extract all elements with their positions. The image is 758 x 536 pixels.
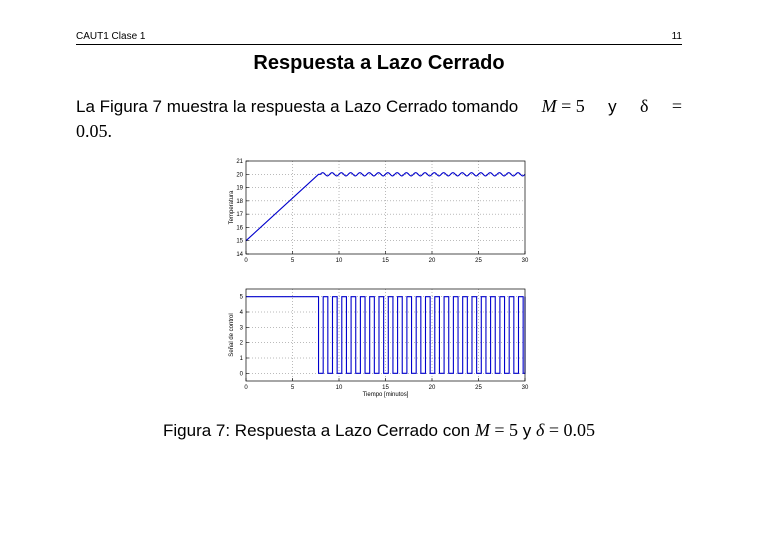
control-signal-plot (229, 289, 529, 398)
y-tick-label: 17 (236, 212, 243, 219)
header-page-number: 11 (671, 31, 682, 42)
caption-delta-variable: δ (535, 420, 545, 440)
x-tick-label: 0 (244, 258, 248, 264)
temperature-plot (229, 159, 529, 264)
y-tick-label: 4 (239, 310, 243, 316)
y-tick-label: 2 (239, 340, 243, 347)
y-tick-label: 18 (236, 198, 243, 205)
slide-title: Respuesta a Lazo Cerrado (253, 52, 505, 74)
y-tick-label: 16 (236, 225, 243, 232)
x-tick-label: 30 (521, 385, 529, 391)
x-tick-label: 15 (382, 258, 389, 264)
x-tick-label: 30 (521, 258, 529, 264)
delta-equals: = (671, 96, 682, 116)
delta-value: 0.05. (76, 121, 112, 141)
m-value: = 5 (556, 96, 585, 116)
x-tick-label: 20 (428, 385, 436, 391)
caption-m-variable: M (474, 420, 490, 440)
x-tick-label: 15 (382, 385, 389, 391)
y-tick-label: 19 (236, 185, 243, 192)
y-axis-label: Temperatura (229, 190, 235, 225)
y-tick-label: 14 (236, 252, 243, 258)
x-tick-label: 20 (428, 258, 436, 264)
x-tick-label: 5 (290, 258, 295, 264)
y-tick-label: 20 (236, 172, 243, 179)
caption-m-expression (475, 420, 518, 440)
x-tick-label: 5 (290, 385, 295, 391)
x-axis-label: Tiempo [minutos] (362, 392, 409, 398)
x-tick-label: 25 (475, 385, 482, 391)
y-tick-label: 21 (236, 159, 243, 165)
caption-delta-value: = 0.05 (544, 420, 595, 440)
y-axis-label: Señal de control (229, 313, 235, 357)
x-tick-label: 10 (335, 385, 343, 391)
caption-m-value: = 5 (489, 420, 518, 440)
paragraph-conjunction: y (608, 97, 617, 116)
delta-variable: δ (639, 96, 649, 116)
y-tick-label: 15 (236, 238, 243, 245)
y-tick-label: 5 (239, 294, 243, 301)
y-tick-label: 0 (239, 371, 243, 378)
x-tick-label: 10 (335, 258, 343, 264)
y-tick-label: 3 (239, 325, 243, 332)
header-course: CAUT1 Clase 1 (76, 31, 146, 42)
caption-text: Figura 7: Respuesta a Lazo Cerrado con (163, 421, 475, 440)
x-tick-label: 0 (244, 385, 248, 391)
y-tick-label: 1 (239, 356, 243, 362)
paragraph-text: La Figura 7 muestra la respuesta a Lazo Cerrado tomando (76, 97, 519, 116)
caption-conjunction: y (518, 421, 536, 440)
x-tick-label: 25 (475, 258, 482, 264)
m-variable: M (541, 96, 557, 116)
caption-delta-expression (536, 420, 595, 440)
figure-caption (76, 418, 682, 443)
